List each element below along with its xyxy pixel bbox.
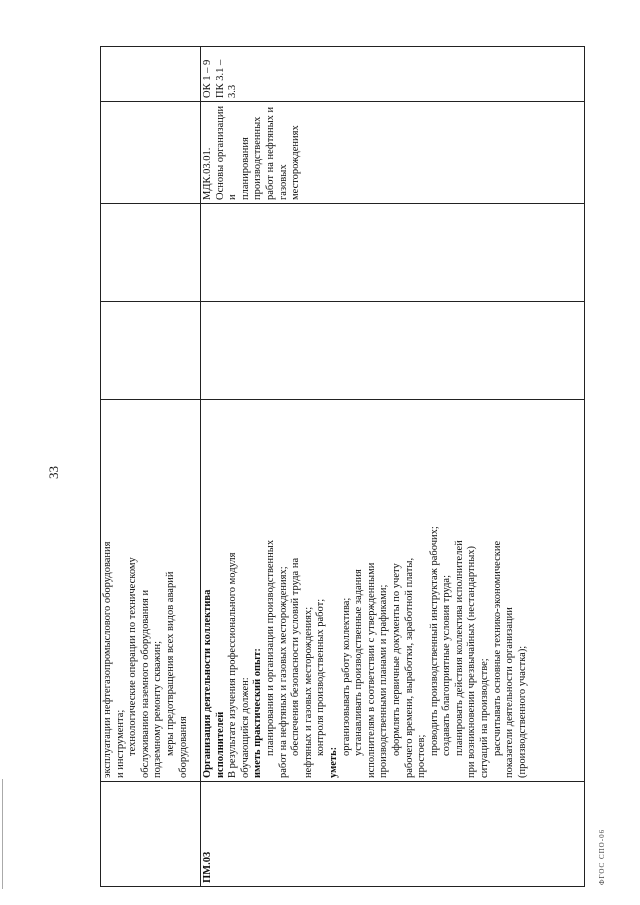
- mdk-cell: [201, 102, 585, 204]
- page-number: 33: [46, 466, 61, 479]
- text-line: устанавливать производственные задания: [353, 569, 365, 756]
- text-line: рабочего времени, выработки, заработной платы,: [403, 557, 415, 778]
- text-line: обеспечения безопасности условий труда на: [290, 557, 302, 756]
- text-line: работ на нефтяных и газовых месторождениях;: [277, 566, 289, 778]
- text-line: В результате изучения профессионального модуля: [227, 552, 239, 778]
- competency-cell: [201, 47, 585, 102]
- table-row-pm03: [201, 47, 585, 887]
- text-line: планировать действия коллектива исполнителей: [453, 540, 465, 756]
- text-line: меры предотвращения всех видов аварий: [164, 571, 176, 756]
- text-line: обслуживанию наземного оборудования и: [139, 589, 151, 778]
- empty-cell: [201, 302, 585, 400]
- text-line: проводить производственный инструктаж рабочих;: [428, 526, 440, 756]
- curriculum-table: [100, 46, 585, 887]
- empty-cell: [101, 302, 201, 400]
- text-line: простоев;: [416, 734, 428, 778]
- content-cell: [201, 400, 585, 782]
- empty-cell: [101, 47, 201, 102]
- section-heading: уметь:: [327, 746, 339, 778]
- text-line: рассчитывать основные технико-экономические: [491, 540, 503, 756]
- content-cell: [101, 400, 201, 782]
- mdk-line: МДК.03.01.: [202, 147, 213, 200]
- competency: ОК 1 – 9: [202, 59, 213, 98]
- text-line: обучающийся должен:: [239, 677, 251, 778]
- text-line: при возникновении чрезвычайных (нестандартных): [466, 545, 478, 778]
- table-row-continuation: [101, 47, 201, 887]
- module-title: исполнителей: [214, 711, 226, 778]
- module-title: Организация деятельности коллектива: [202, 589, 213, 778]
- text-line: оборудования: [177, 716, 189, 778]
- empty-cell: [101, 102, 201, 204]
- module-code: ПМ.03: [201, 782, 585, 887]
- competency: ПК 3.1 – 3.3: [214, 59, 239, 98]
- text-line: исполнителям в соответствии с утвержденными: [365, 562, 377, 778]
- top-rule: [2, 779, 3, 889]
- text-line: планирования и организации производственных: [264, 539, 276, 756]
- mdk-line: производственных: [252, 116, 264, 200]
- empty-cell: [201, 204, 585, 302]
- mdk-line: работ на нефтяных и: [264, 106, 276, 200]
- footer-code: ФГОС СПО-06: [598, 828, 606, 885]
- mdk-line: газовых: [277, 164, 289, 200]
- text-line: эксплуатации нефтегазопромыслового оборудования: [102, 541, 113, 778]
- text-line: создавать благоприятные условия труда;: [441, 575, 453, 756]
- section-heading: иметь практический опыт:: [252, 648, 264, 778]
- text-line: контроля производственных работ;: [315, 598, 327, 756]
- code-cell: [101, 782, 201, 887]
- text-line: технологические операции по техническому: [127, 557, 139, 756]
- text-line: подземному ремонту скважин;: [152, 640, 164, 778]
- text-line: нефтяных и газовых месторождениях;: [302, 606, 314, 778]
- text-line: и инструмента;: [114, 709, 126, 778]
- text-line: производственными планами и графиками;: [378, 584, 390, 778]
- mdk-line: планирования: [239, 137, 251, 200]
- empty-cell: [101, 204, 201, 302]
- mdk-line: Основы организации и: [214, 105, 239, 200]
- text-line: показатели деятельности организации: [504, 607, 516, 778]
- mdk-line: месторождениях: [290, 125, 302, 200]
- text-line: ситуаций на производстве;: [479, 658, 491, 778]
- text-line: оформлять первичные документы по учету: [390, 563, 402, 756]
- text-line: организовывать работу коллектива;: [340, 597, 352, 756]
- text-line: (производственного участка);: [516, 645, 528, 778]
